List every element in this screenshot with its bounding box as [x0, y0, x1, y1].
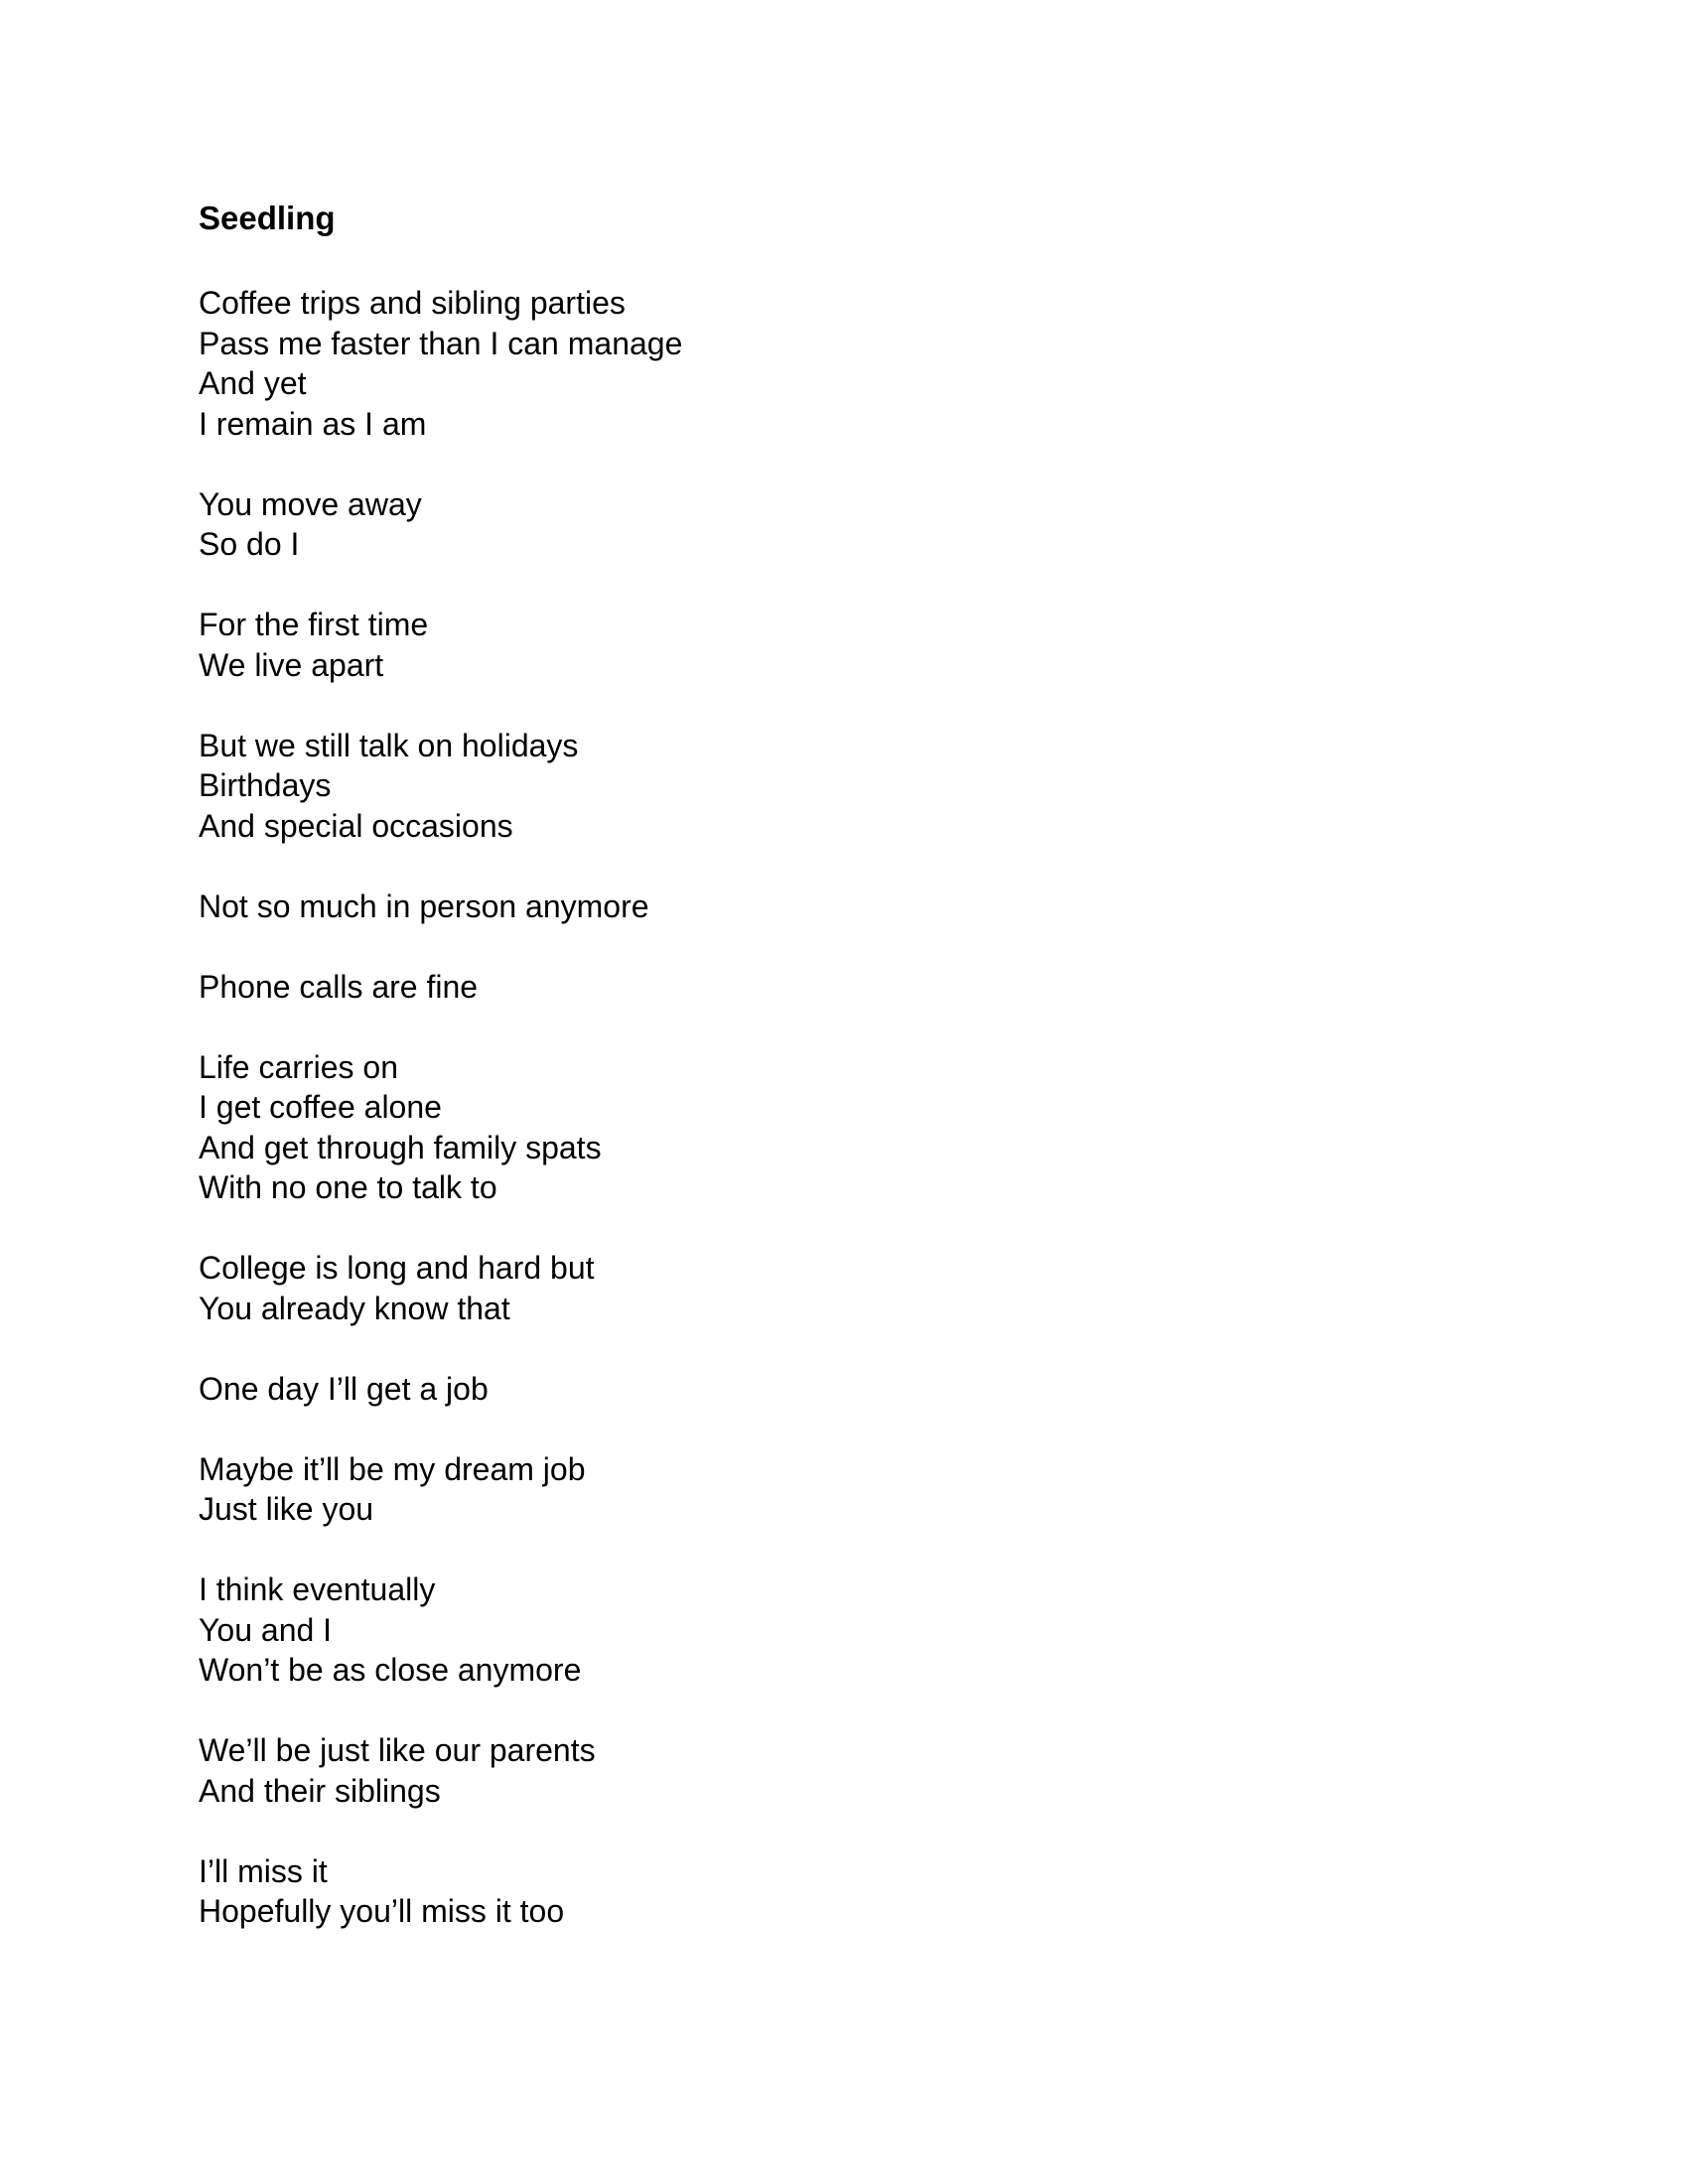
poem-line: Life carries on	[199, 1048, 398, 1085]
poem-line: I’ll miss it	[199, 1852, 328, 1889]
poem-line: Won’t be as close anymore	[199, 1652, 582, 1688]
poem-stanza	[199, 967, 1489, 1008]
poem-stanza	[199, 484, 1489, 565]
poem-line: Pass me faster than I can manage	[199, 325, 683, 361]
poem-stanza	[199, 605, 1489, 685]
poem-stanza	[199, 1047, 1489, 1208]
poem-line: Hopefully you’ll miss it too	[199, 1893, 565, 1929]
poem-line: College is long and hard but	[199, 1250, 595, 1286]
poem-stanza	[199, 1730, 1489, 1811]
poem-line: So do I	[199, 526, 300, 562]
poem-line: One day I’ll get a job	[199, 1370, 489, 1407]
poem-line: You already know that	[199, 1290, 510, 1326]
poem-line: And get through family spats	[199, 1129, 602, 1165]
poem-line: And yet	[199, 365, 307, 401]
poem-title: Seedling	[199, 200, 336, 236]
poem-line: Maybe it’ll be my dream job	[199, 1450, 586, 1487]
poem-stanza	[199, 1248, 1489, 1328]
document-page	[199, 196, 1489, 1972]
poem-line: Coffee trips and sibling parties	[199, 285, 626, 321]
poem-stanza	[199, 1449, 1489, 1530]
poem-line: With no one to talk to	[199, 1169, 497, 1205]
poem-line: Just like you	[199, 1491, 374, 1527]
poem-line: You move away	[199, 485, 422, 522]
poem-line: We’ll be just like our parents	[199, 1732, 596, 1768]
poem-stanza	[199, 1369, 1489, 1410]
poem-line: And special occasions	[199, 807, 513, 844]
poem-stanza	[199, 726, 1489, 847]
poem-line: We live apart	[199, 646, 384, 683]
poem-stanza	[199, 887, 1489, 927]
poem-line: Phone calls are fine	[199, 968, 479, 1005]
poem-line: Not so much in person anymore	[199, 887, 649, 924]
poem-line: I remain as I am	[199, 405, 427, 442]
poem-line: I get coffee alone	[199, 1089, 442, 1125]
poem-stanza	[199, 1851, 1489, 1932]
poem-stanza	[199, 1570, 1489, 1691]
poem-line: Birthdays	[199, 767, 332, 803]
poem-line: You and I	[199, 1611, 333, 1648]
poem-line: I think eventually	[199, 1571, 436, 1607]
poem-line: For the first time	[199, 607, 429, 642]
poem-line: And their siblings	[199, 1772, 441, 1809]
poem-body	[199, 283, 1489, 1932]
poem-stanza	[199, 283, 1489, 444]
poem-line: But we still talk on holidays	[199, 727, 579, 763]
